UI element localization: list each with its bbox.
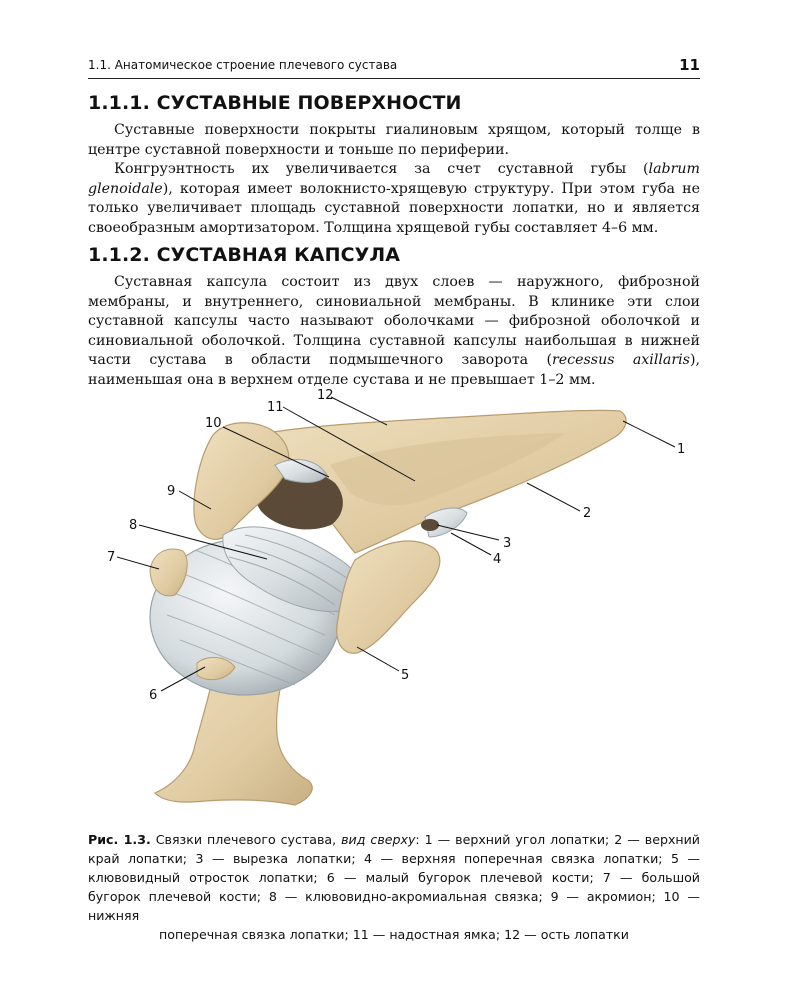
- paragraph-articular-surfaces-1: [88, 121, 700, 160]
- figure-caption: [88, 830, 700, 944]
- callout-10: 10: [205, 416, 222, 431]
- section-heading-joint-capsule: 1.1.2. СУСТАВНАЯ КАПСУЛА: [88, 244, 401, 266]
- callout-12: 12: [317, 388, 334, 403]
- paragraph-articular-surfaces-2: [88, 160, 700, 238]
- callout-1: 1: [677, 442, 686, 457]
- callout-8: 8: [129, 518, 138, 533]
- caption-text: Связки плечевого сустава,: [150, 832, 342, 847]
- scapular-notch: [421, 519, 439, 531]
- running-head: [88, 56, 700, 79]
- caption-view: вид сверху: [341, 832, 416, 847]
- paragraph-text: Конгруэнтность их увеличивается за счет суставной губы (: [114, 161, 649, 177]
- callout-2: 2: [583, 506, 592, 521]
- shoulder-ligaments-figure: [95, 385, 705, 825]
- coracoid-process: [337, 541, 440, 653]
- paragraph-joint-capsule: [88, 273, 700, 391]
- latin-term: recessus axillaris: [552, 352, 690, 369]
- section-heading-articular-surfaces: 1.1.1. СУСТАВНЫЕ ПОВЕРХНОСТИ: [88, 92, 462, 114]
- callout-3: 3: [503, 536, 512, 551]
- caption-label: Рис. 1.3.: [88, 832, 151, 847]
- paragraph-text: ), наименьшая она в верхнем отделе сустава и не превышает 1–2 мм.: [88, 352, 700, 388]
- callout-4: 4: [493, 552, 502, 567]
- callout-7: 7: [107, 550, 116, 565]
- page-number: 11: [679, 56, 700, 74]
- acromion: [194, 423, 289, 540]
- caption-last-line: поперечная связка лопатки; 11 — надостная ямка; 12 — ость лопатки: [159, 927, 629, 942]
- callout-5: 5: [401, 668, 410, 683]
- paragraph-text: Суставные поверхности покрыты гиалиновым хрящом, который толще в центре суставной поверхности и тоньше по периферии.: [88, 122, 700, 158]
- caption-text: : 1 — верхний угол лопатки; 2 — верхний край лопатки; 3 — вырезка лопатки; 4 — верхняя поперечная связка лопатки; 5 — клювовидный отросток лопатки; 6 — малый бугорок плечевой кости; 7 — большой бугорок плечевой кости; 8 — клювовидно-акромиальная связка; 9 — акромион; 10 — нижняя: [88, 832, 700, 923]
- paragraph-text: Суставная капсула состоит из двух слоев — наружного, фиброзной мембраны, и внутреннего, синовиальной мембраны. В клинике эти слои суставной капсулы часто называют оболочками — фиброзной оболочкой и синовиальной оболочкой. Толщина суставной капсулы наибольшая в нижней части сустава в области подмышечного заворота (: [88, 274, 700, 369]
- shoulder-illustration: [95, 385, 705, 825]
- callout-9: 9: [167, 484, 176, 499]
- paragraph-text: ), которая имеет волокнисто-хрящевую структуру. При этом губа не только увеличивает площадь суставной поверхности лопатки, но и является своеобразным амортизатором. Толщина хрящевой губы составляет 4–6 мм.: [88, 180, 700, 236]
- callout-11: 11: [267, 400, 284, 415]
- callout-6: 6: [149, 688, 158, 703]
- running-title: 1.1. Анатомическое строение плечевого сустава: [88, 58, 398, 72]
- latin-term: labrum glenoidale: [88, 161, 700, 197]
